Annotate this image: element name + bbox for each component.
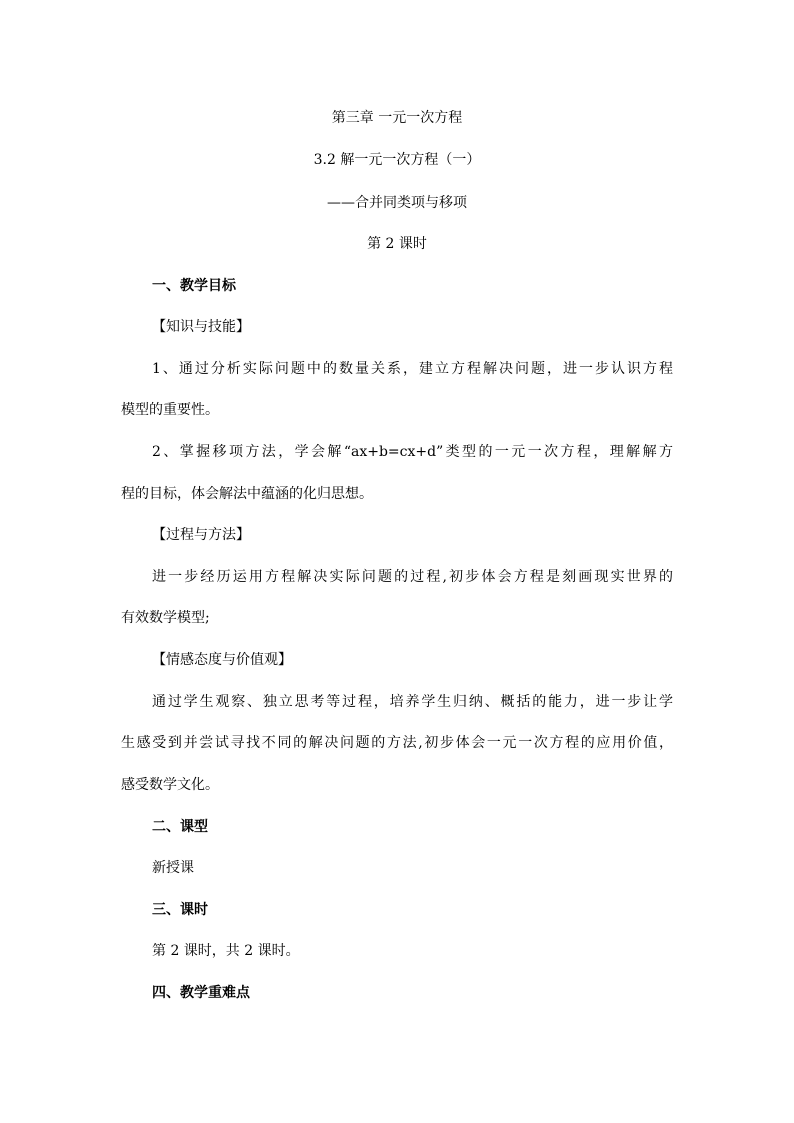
emotion-line-3: 感受数学文化。 [121, 777, 219, 793]
knowledge-item-2-line-2: 程的目标，体会解法中蕴涵的化归思想。 [121, 486, 373, 502]
section-subtitle: ——合并同类项与移项 [327, 195, 467, 211]
process-line-2: 有效数学模型; [121, 610, 210, 626]
knowledge-item-1-line-1: 1、通过分析实际问题中的数量关系，建立方程解决问题，进一步认识方程 [152, 361, 673, 377]
process-heading: 【过程与方法】 [152, 527, 250, 543]
emotion-heading: 【情感态度与价值观】 [152, 652, 292, 668]
knowledge-item-1-line-2: 模型的重要性。 [121, 402, 219, 418]
hours-heading: 三、课时 [152, 902, 208, 918]
chapter-title: 第三章 一元一次方程 [331, 110, 463, 126]
section-title: 3.2 解一元一次方程（一） [313, 152, 481, 168]
emotion-line-1: 通过学生观察、独立思考等过程，培养学生归纳、概括的能力，进一步让学 [152, 694, 673, 710]
knowledge-heading: 【知识与技能】 [152, 319, 250, 335]
emotion-line-2: 生感受到并尝试寻找不同的解决问题的方法,初步体会一元一次方程的应用价值， [121, 735, 673, 751]
process-line-1: 进一步经历运用方程解决实际问题的过程,初步体会方程是刻画现实世界的 [152, 569, 673, 585]
hours-value: 第 2 课时，共 2 课时。 [152, 943, 300, 959]
objectives-heading: 一、教学目标 [152, 278, 236, 294]
difficulty-heading: 四、教学重难点 [152, 985, 250, 1001]
knowledge-item-2-line-1: 2、掌握移项方法，学会解“ax+b=cx+d”类型的一元一次方程，理解解方 [152, 444, 673, 460]
type-value: 新授课 [152, 860, 194, 876]
lesson-label: 第 2 课时 [367, 236, 427, 252]
type-heading: 二、课型 [152, 819, 208, 835]
